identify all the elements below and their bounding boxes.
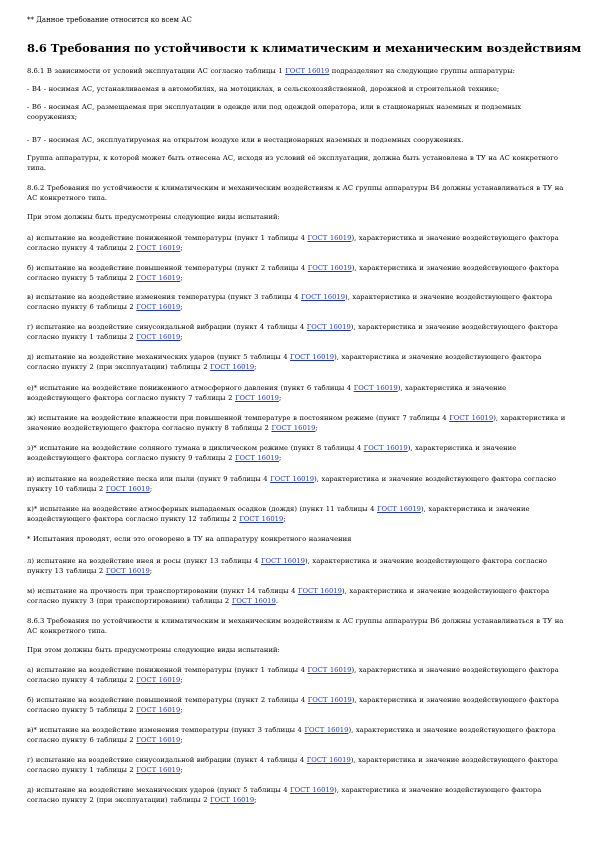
text-segment: ), характеристика и значение воздействующего фактора согласно пункту 10 таблицы 2 xyxy=(27,475,557,493)
text-segment: ), характеристика и значение воздействующего фактора согласно пункту 6 таблицы 2 xyxy=(27,293,553,311)
list-item-g xyxy=(27,323,572,342)
gost-16019-link[interactable]: ГОСТ 16019 xyxy=(290,786,335,794)
text-segment: ; xyxy=(315,423,318,432)
section-heading: 8.6 Требования по устойчивости к климатическим и механическим воздействиям xyxy=(27,41,582,55)
paragraph-8-6-2 xyxy=(27,184,572,203)
text-segment: ), характеристика и значение воздействующего фактора согласно пункту 4 таблицы 2 xyxy=(27,666,559,684)
footnote-note: ** Данное требование относится ко всем АС xyxy=(27,16,192,24)
text-segment: подразделяют на следующие группы аппаратуры: xyxy=(329,67,515,75)
list-item-a xyxy=(27,234,572,253)
text-segment: ж) испытание на воздействие влажности при повышенной температуре в постоянном режиме (пункт 7 таблицы 4 xyxy=(27,414,450,422)
text-segment: * Испытания проводят, если это оговорено в ТУ на аппаратуру конкретного назначения xyxy=(27,535,352,543)
gost-16019-link[interactable]: ГОСТ 16019 xyxy=(301,293,346,301)
text-segment: ), характеристика и значение воздействующего фактора согласно пункту 1 таблицы 2 xyxy=(27,323,558,341)
gost-16019-link[interactable]: ГОСТ 16019 xyxy=(136,273,181,282)
paragraph-group-b6 xyxy=(27,103,572,122)
gost-16019-link[interactable]: ГОСТ 16019 xyxy=(136,765,181,774)
text-segment: ), характеристика и значение воздействующего фактора согласно пункту 3 (при транспортировании) таблицы 2 xyxy=(27,587,550,605)
paragraph-tests-intro xyxy=(27,213,572,223)
text-segment: При этом должны быть предусмотрены следующие виды испытаний: xyxy=(27,646,280,654)
asterisk-note xyxy=(27,535,572,545)
gost-16019-link[interactable]: ГОСТ 16019 xyxy=(290,353,335,361)
text-segment: з)* испытание на воздействие соляного тумана в циклическом режиме (пункт 8 таблицы 4 xyxy=(27,444,364,452)
gost-16019-link[interactable]: ГОСТ 16019 xyxy=(136,705,181,714)
text-segment: ; xyxy=(254,795,257,804)
list-item-m xyxy=(27,587,572,606)
text-segment: ; xyxy=(180,765,183,774)
text-segment: 8.6.1 В зависимости от условий эксплуатации АС согласно таблицы 1 xyxy=(27,67,286,75)
text-segment: ; xyxy=(180,735,183,744)
list-item-b-b6 xyxy=(27,696,572,715)
text-segment: ), характеристика и значение воздействующего фактора согласно пункту 8 таблицы 2 xyxy=(27,414,566,432)
list-item-b xyxy=(27,264,572,283)
text-segment: д) испытание на воздействие механических ударов (пункт 5 таблицы 4 xyxy=(27,353,291,361)
text-segment: ; xyxy=(180,243,183,252)
text-segment: а) испытание на воздействие пониженной температуры (пункт 1 таблицы 4 xyxy=(27,666,308,674)
gost-16019-link[interactable]: ГОСТ 16019 xyxy=(136,675,181,684)
list-item-v-b6 xyxy=(27,726,572,745)
text-segment: ), характеристика и значение воздействующего фактора согласно пункту 13 таблицы 2 xyxy=(27,557,547,575)
text-segment: ; xyxy=(149,484,153,493)
list-item-e xyxy=(27,384,572,403)
text-segment: ), характеристика и значение воздействующего фактора согласно пункту 2 (при эксплуатации) таблицы 2 xyxy=(27,353,542,371)
text-segment: 8.6.2 Требования по устойчивости к климатическим и механическим воздействиям к АС группы аппаратуры В4 должны устанавливаться в ТУ на АС конкретного типа. xyxy=(27,184,564,202)
text-segment: а) испытание на воздействие пониженной температуры (пункт 1 таблицы 4 xyxy=(27,234,308,242)
gost-16019-link[interactable]: ГОСТ 16019 xyxy=(105,484,150,493)
document-page xyxy=(27,0,582,842)
text-segment: ), характеристика и значение воздействующего фактора согласно пункту 12 таблицы 2 xyxy=(27,505,530,523)
text-segment: л) испытание на воздействие инея и росы (пункт 13 таблицы 4 xyxy=(27,557,261,565)
text-segment: ; xyxy=(149,566,153,575)
list-item-v xyxy=(27,293,572,312)
text-segment: е)* испытание на воздействие пониженного атмосферного давления (пункт 6 таблицы 4 xyxy=(27,384,354,392)
gost-16019-link[interactable]: ГОСТ 16019 xyxy=(306,323,351,331)
text-segment: ; xyxy=(180,273,183,282)
list-item-z xyxy=(27,444,572,463)
text-segment: в)* испытание на воздействие изменения температуры (пункт 3 таблицы 4 xyxy=(27,726,305,734)
gost-16019-link[interactable]: ГОСТ 16019 xyxy=(136,735,181,744)
gost-16019-link[interactable]: ГОСТ 16019 xyxy=(307,696,352,704)
list-item-a-b6 xyxy=(27,666,572,685)
text-segment: и) испытание на воздействие песка или пыли (пункт 9 таблицы 4 xyxy=(27,475,271,483)
gost-16019-link[interactable]: ГОСТ 16019 xyxy=(363,444,408,452)
list-item-i xyxy=(27,475,572,494)
text-segment: 8.6.3 Требования по устойчивости к климатическим и механическим воздействиям к АС группы аппаратуры В6 должны устанавливаться в ТУ на АС конкретного типа. xyxy=(27,617,564,635)
text-segment: г) испытание на воздействие синусоидальной вибрации (пункт 4 таблицы 4 xyxy=(27,323,307,331)
gost-16019-link[interactable]: ГОСТ 16019 xyxy=(234,453,279,462)
text-segment: При этом должны быть предусмотрены следующие виды испытаний: xyxy=(27,213,280,221)
text-segment: - В4 - носимая АС, устанавливаемая в автомобилях, на мотоциклах, в сельскохозяйственной, дорожной и строительной технике; xyxy=(27,85,500,93)
text-segment: ), характеристика и значение воздействующего фактора согласно пункту 9 таблицы 2 xyxy=(27,444,517,462)
text-segment: Группа аппаратуры, к которой может быть отнесена АС, исходя из условий её эксплуатации, должна быть установлена в ТУ на АС конкретного типа. xyxy=(27,154,558,172)
text-segment: ), характеристика и значение воздействующего фактора согласно пункту 4 таблицы 2 xyxy=(27,234,559,252)
list-item-l xyxy=(27,557,572,576)
gost-16019-link[interactable]: ГОСТ 16019 xyxy=(304,726,349,734)
gost-16019-link[interactable]: ГОСТ 16019 xyxy=(306,756,351,764)
paragraph-group-selection xyxy=(27,154,572,173)
text-segment: ; xyxy=(180,675,183,684)
gost-16019-link[interactable]: ГОСТ 16019 xyxy=(307,264,352,272)
gost-16019-link[interactable]: ГОСТ 16019 xyxy=(377,505,421,513)
gost-16019-link[interactable]: ГОСТ 16019 xyxy=(307,234,352,242)
gost-16019-link[interactable]: ГОСТ 16019 xyxy=(239,514,284,523)
paragraph-tests-intro-b6 xyxy=(27,646,572,656)
text-segment: ), характеристика и значение воздействующего фактора согласно пункту 2 (при эксплуатации) таблицы 2 xyxy=(27,786,542,804)
text-segment: ; xyxy=(283,514,286,523)
text-segment: г) испытание на воздействие синусоидальной вибрации (пункт 4 таблицы 4 xyxy=(27,756,307,764)
gost-16019-link[interactable]: ГОСТ 16019 xyxy=(231,596,276,605)
text-segment: м) испытание на прочность при транспортировании (пункт 14 таблицы 4 xyxy=(27,587,298,595)
gost-16019-link[interactable]: ГОСТ 16019 xyxy=(136,243,181,252)
gost-16019-link[interactable]: ГОСТ 16019 xyxy=(210,795,255,804)
gost-16019-link[interactable]: ГОСТ 16019 xyxy=(270,475,315,483)
list-item-d xyxy=(27,353,572,372)
text-segment: ), характеристика и значение воздействующего фактора согласно пункту 5 таблицы 2 xyxy=(27,696,559,714)
gost-16019-link[interactable]: ГОСТ 16019 xyxy=(136,302,181,311)
text-segment: - В6 - носимая АС, размещаемая при эксплуатации в одежде или под одеждой оператора, или в стационарных наземных и подземных сооружениях; xyxy=(27,103,522,121)
gost-16019-link[interactable]: ГОСТ 16019 xyxy=(210,362,255,371)
gost-16019-link[interactable]: ГОСТ 16019 xyxy=(307,666,352,674)
text-segment: ; xyxy=(254,362,257,371)
gost-16019-link[interactable]: ГОСТ 16019 xyxy=(449,414,494,422)
text-segment: д) испытание на воздействие механических ударов (пункт 5 таблицы 4 xyxy=(27,786,291,794)
list-item-d-b6 xyxy=(27,786,572,805)
gost-16019-link[interactable]: ГОСТ 16019 xyxy=(285,67,330,75)
text-segment: б) испытание на воздействие повышенной температуры (пункт 2 таблицы 4 xyxy=(27,696,308,704)
paragraph-8-6-1 xyxy=(27,67,572,77)
list-item-zh xyxy=(27,414,572,433)
text-segment: ), характеристика и значение воздействующего фактора согласно пункту 5 таблицы 2 xyxy=(27,264,559,282)
text-segment: ; xyxy=(180,705,183,714)
text-segment: в) испытание на воздействие изменения температуры (пункт 3 таблицы 4 xyxy=(27,293,302,301)
text-segment: ; xyxy=(278,453,282,462)
text-segment: б) испытание на воздействие повышенной температуры (пункт 2 таблицы 4 xyxy=(27,264,308,272)
text-segment: ), характеристика и значение воздействующего фактора согласно пункту 7 таблицы 2 xyxy=(27,384,507,402)
text-segment: ), характеристика и значение воздействующего фактора согласно пункту 6 таблицы 2 xyxy=(27,726,556,744)
gost-16019-link[interactable]: ГОСТ 16019 xyxy=(297,587,342,595)
text-segment: ), характеристика и значение воздействующего фактора согласно пункту 1 таблицы 2 xyxy=(27,756,558,774)
list-item-k xyxy=(27,505,572,524)
text-segment: ; xyxy=(180,332,183,341)
text-segment: ; xyxy=(278,393,282,402)
gost-16019-link[interactable]: ГОСТ 16019 xyxy=(271,423,316,432)
list-item-g-b6 xyxy=(27,756,572,775)
text-segment: к)* испытание на воздействие атмосферных выпадаемых осадков (дождя) (пункт 11 таблицы 4 xyxy=(27,505,377,513)
gost-16019-link[interactable]: ГОСТ 16019 xyxy=(234,393,279,402)
paragraph-group-b4 xyxy=(27,85,572,95)
gost-16019-link[interactable]: ГОСТ 16019 xyxy=(260,557,305,565)
gost-16019-link[interactable]: ГОСТ 16019 xyxy=(136,332,181,341)
text-segment: . xyxy=(275,596,278,605)
paragraph-group-b7 xyxy=(27,136,572,146)
gost-16019-link[interactable]: ГОСТ 16019 xyxy=(353,384,398,392)
text-segment: ; xyxy=(180,302,183,311)
text-segment: - В7 - носимая АС, эксплуатируемая на открытом воздухе или в нестационарных наземных и подземных сооружениях. xyxy=(27,136,464,144)
paragraph-8-6-3 xyxy=(27,617,572,636)
gost-16019-link[interactable]: ГОСТ 16019 xyxy=(105,566,150,575)
